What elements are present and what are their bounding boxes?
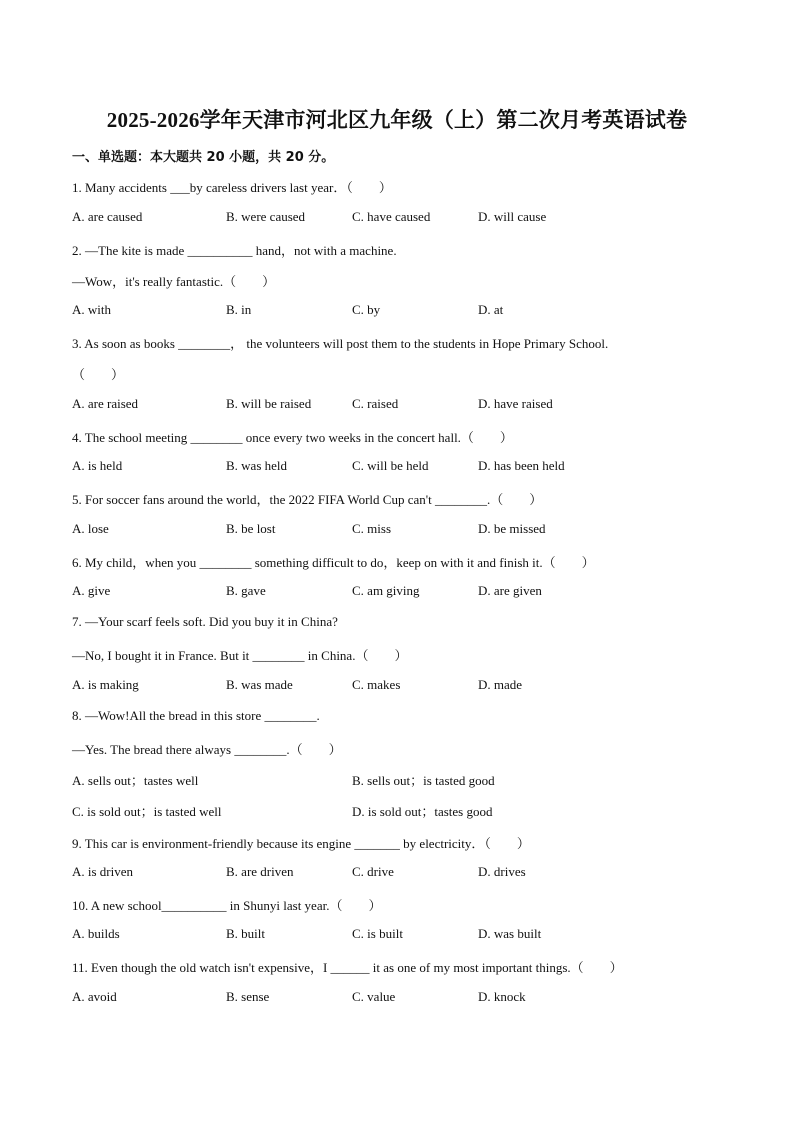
section-heading: 一、单选题：本大题共 20 小题，共 20 分。: [72, 150, 335, 165]
question-5-stem: 5. For soccer fans around the world，the 2022 FIFA World Cup can't ________.（ ）: [72, 492, 543, 507]
question-8-option-a: A. sells out；tastes well: [72, 773, 199, 788]
question-9-option-b: B. are driven: [226, 864, 294, 879]
question-4-option-c: C. will be held: [352, 458, 429, 473]
question-9-stem: 9. This car is environment-friendly because its engine _______ by electricity．（ ）: [72, 836, 530, 851]
question-6-option-c: C. am giving: [352, 583, 420, 598]
question-6-option-a: A. give: [72, 583, 111, 598]
question-5-option-c: C. miss: [352, 521, 392, 536]
question-11-stem: 11. Even though the old watch isn't expensive，I ______ it as one of my most important things.（ ）: [72, 960, 623, 975]
question-7-option-b: B. was made: [226, 677, 293, 692]
question-3-stem-line-2: （ ）: [72, 367, 125, 382]
question-9-option-c: C. drive: [352, 864, 394, 879]
question-8-option-b: B. sells out；is tasted good: [352, 773, 495, 788]
question-11-option-b: B. sense: [226, 989, 270, 1004]
question-9-option-a: A. is driven: [72, 864, 134, 879]
question-6-option-b: B. gave: [226, 583, 266, 598]
question-3-option-c: C. raised: [352, 396, 399, 411]
question-2-stem-line-2: —Wow，it's really fantastic.（ ）: [72, 274, 276, 289]
question-3-option-a: A. are raised: [72, 396, 139, 411]
question-11-option-d: D. knock: [478, 989, 526, 1004]
question-8-option-c: C. is sold out；is tasted well: [72, 804, 222, 819]
question-10-stem: 10. A new school__________ in Shunyi last year.（ ）: [72, 898, 382, 913]
question-7-option-d: D. made: [478, 677, 523, 692]
question-4-option-a: A. is held: [72, 458, 123, 473]
question-1-option-a: A. are caused: [72, 209, 143, 224]
question-8-option-d: D. is sold out；tastes good: [352, 804, 493, 819]
question-5-option-d: D. be missed: [478, 521, 546, 536]
question-4-option-b: B. was held: [226, 458, 288, 473]
question-2-option-c: C. by: [352, 302, 381, 317]
question-8-stem: 8. —Wow!All the bread in this store ________.: [72, 708, 320, 723]
question-3-stem: 3. As soon as books ________， the volunteers will post them to the students in Hope Primary School.: [72, 336, 609, 351]
question-7-stem: 7. —Your scarf feels soft. Did you buy it in China?: [72, 614, 338, 629]
question-2-option-d: D. at: [478, 302, 504, 317]
question-2-option-a: A. with: [72, 302, 111, 317]
question-4-stem: 4. The school meeting ________ once every two weeks in the concert hall.（ ）: [72, 430, 513, 445]
question-11-option-a: A. avoid: [72, 989, 117, 1004]
question-1-stem: 1. Many accidents ___by careless drivers last year．（ ）: [72, 180, 392, 195]
question-6-option-d: D. are given: [478, 583, 542, 598]
question-7-option-a: A. is making: [72, 677, 139, 692]
question-1-option-b: B. were caused: [226, 209, 306, 224]
question-5-option-b: B. be lost: [226, 521, 276, 536]
question-8-stem-line-2: —Yes. The bread there always ________.（ ）: [72, 742, 342, 757]
question-5-option-a: A. lose: [72, 521, 109, 536]
question-1-option-c: C. have caused: [352, 209, 431, 224]
question-10-option-a: A. builds: [72, 926, 120, 941]
page-title: 2025-2026学年天津市河北区九年级（上）第二次月考英语试卷: [106, 108, 688, 132]
question-6-stem: 6. My child，when you ________ something difficult to do，keep on with it and finish it.（ ）: [72, 555, 595, 570]
question-10-option-d: D. was built: [478, 926, 542, 941]
question-2-option-b: B. in: [226, 302, 252, 317]
question-10-option-b: B. built: [226, 926, 266, 941]
question-9-option-d: D. drives: [478, 864, 526, 879]
question-3-option-b: B. will be raised: [226, 396, 312, 411]
question-11-option-c: C. value: [352, 989, 396, 1004]
question-3-option-d: D. have raised: [478, 396, 553, 411]
question-7-stem-line-2: —No, I bought it in France. But it ________ in China.（ ）: [72, 648, 408, 663]
question-7-option-c: C. makes: [352, 677, 401, 692]
question-2-stem: 2. —The kite is made __________ hand，not with a machine.: [72, 243, 397, 258]
question-1-option-d: D. will cause: [478, 209, 547, 224]
question-4-option-d: D. has been held: [478, 458, 565, 473]
question-10-option-c: C. is built: [352, 926, 403, 941]
